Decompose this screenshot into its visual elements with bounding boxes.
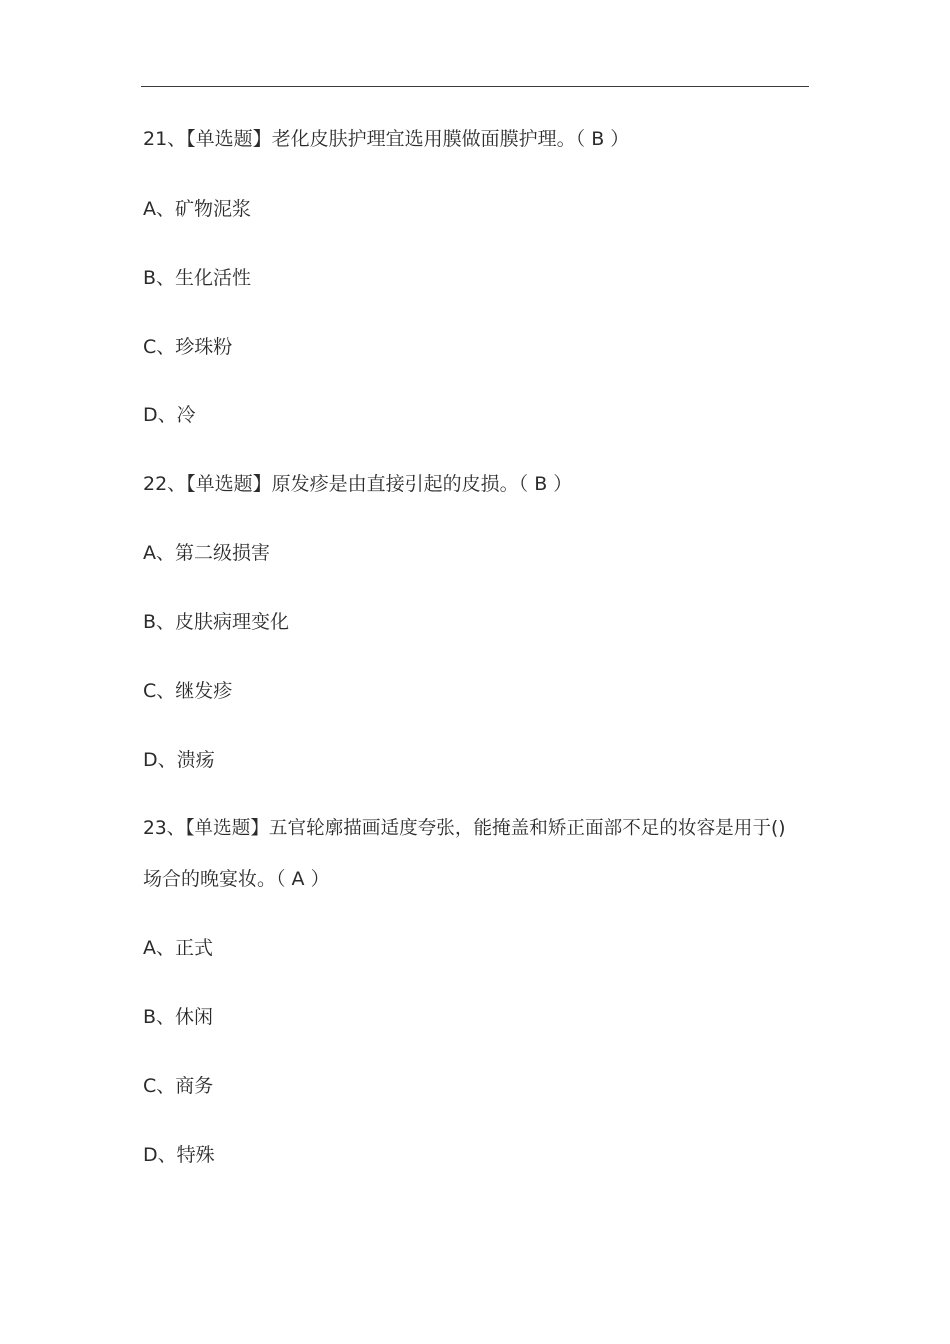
question-22-option-c: C、继发疹 xyxy=(143,680,233,702)
question-23-stem-line-2: 场合的晚宴妆。（ A ） xyxy=(143,868,330,890)
question-21-option-c: C、珍珠粉 xyxy=(143,336,233,358)
question-23-option-a: A、正式 xyxy=(143,937,213,959)
question-21-stem: 21、【单选题】老化皮肤护理宜选用膜做面膜护理。（ B ） xyxy=(143,128,630,150)
question-21-option-b: B、生化活性 xyxy=(143,267,252,289)
question-22-option-b: B、皮肤病理变化 xyxy=(143,611,290,633)
question-22-option-d: D、溃疡 xyxy=(143,749,215,771)
question-23-option-c: C、商务 xyxy=(143,1075,214,1097)
question-21-option-d: D、冷 xyxy=(143,404,196,426)
question-23-option-b: B、休闲 xyxy=(143,1006,214,1028)
question-22-stem: 22、【单选题】原发疹是由直接引起的皮损。（ B ） xyxy=(143,473,573,495)
header-rule xyxy=(141,86,809,87)
question-21-option-a: A、矿物泥浆 xyxy=(143,198,251,220)
question-22-option-a: A、第二级损害 xyxy=(143,542,270,564)
question-23-stem-line-1: 23、【单选题】五官轮廓描画适度夸张，能掩盖和矫正面部不足的妆容是用于() xyxy=(143,818,786,839)
question-23-option-d: D、特殊 xyxy=(143,1144,215,1166)
